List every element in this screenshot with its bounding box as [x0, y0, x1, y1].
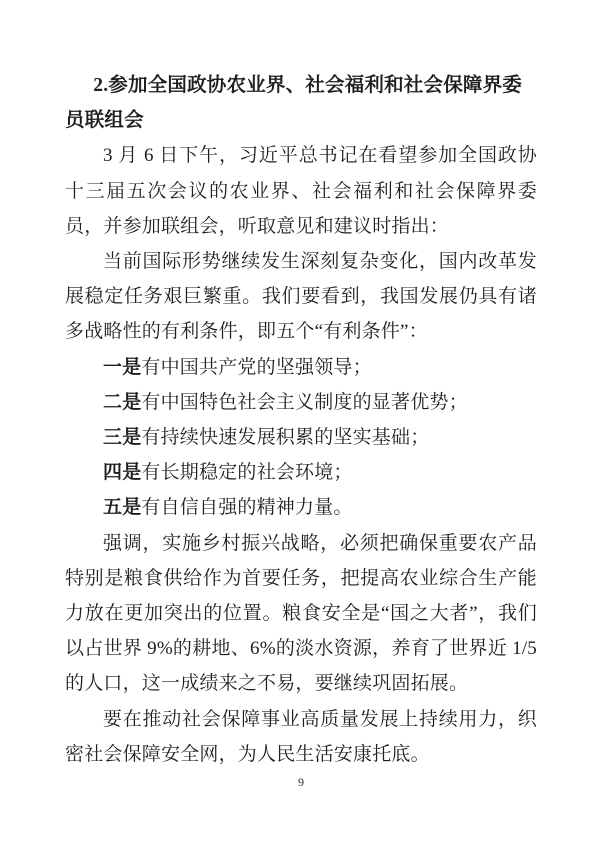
- paragraph-text: 有中国共产党的坚强领导；: [141, 356, 372, 378]
- body-paragraph: [65, 702, 537, 772]
- section-heading: 2.参加全国政协农业界、社会福利和社会保障界委员联组会: [65, 75, 522, 132]
- page-number: 9: [298, 775, 304, 790]
- paragraph-text: 有自信自强的精神力量。: [141, 497, 353, 519]
- item-lead: 三是: [103, 427, 142, 449]
- document-body: [65, 68, 537, 772]
- list-item-paragraph: [65, 490, 537, 525]
- list-item-paragraph: [65, 420, 537, 455]
- paragraph-text: 有中国特色社会主义制度的显著优势；: [141, 391, 468, 413]
- paragraph-text: 3 月 6 日下午，习近平总书记在看望参加全国政协十三届五次会议的农业界、社会福利和社会保障界委员，并参加联组会，听取意见和建议时指出：: [65, 145, 537, 237]
- item-lead: 四是: [103, 462, 142, 484]
- list-item-paragraph: [65, 385, 537, 420]
- paragraph-text: 当前国际形势继续发生深刻复杂变化，国内改革发展稳定任务艰巨繁重。我们要看到，我国发展仍具有诸多战略性的有利条件，即五个“有利条件”：: [65, 251, 537, 343]
- item-lead: 五是: [103, 497, 142, 519]
- body-paragraph: [65, 526, 537, 702]
- list-item-paragraph: [65, 455, 537, 490]
- paragraph-text: 有持续快速发展积累的坚实基础；: [141, 427, 430, 449]
- list-item-paragraph: [65, 350, 537, 385]
- paragraph-text: 要在推动社会保障事业高质量发展上持续用力，织密社会保障安全网，为人民生活安康托底。: [65, 708, 537, 765]
- body-paragraph: [65, 244, 537, 350]
- paragraph-text: 有长期稳定的社会环境；: [141, 462, 353, 484]
- item-lead: 二是: [103, 391, 142, 413]
- paragraph-text: 强调，实施乡村振兴战略，必须把确保重要农产品特别是粮食供给作为首要任务，把提高农业综合生产能力放在更加突出的位置。粮食安全是“国之大者”，我们以占世界 9%的耕地、6%的淡水资源，养育了世界近 1/5 的人口，这一成绩来之不易，要继续巩固拓展。: [65, 532, 537, 695]
- body-paragraph: [65, 138, 537, 244]
- paragraph-list: [65, 138, 537, 772]
- item-lead: 一是: [103, 356, 142, 378]
